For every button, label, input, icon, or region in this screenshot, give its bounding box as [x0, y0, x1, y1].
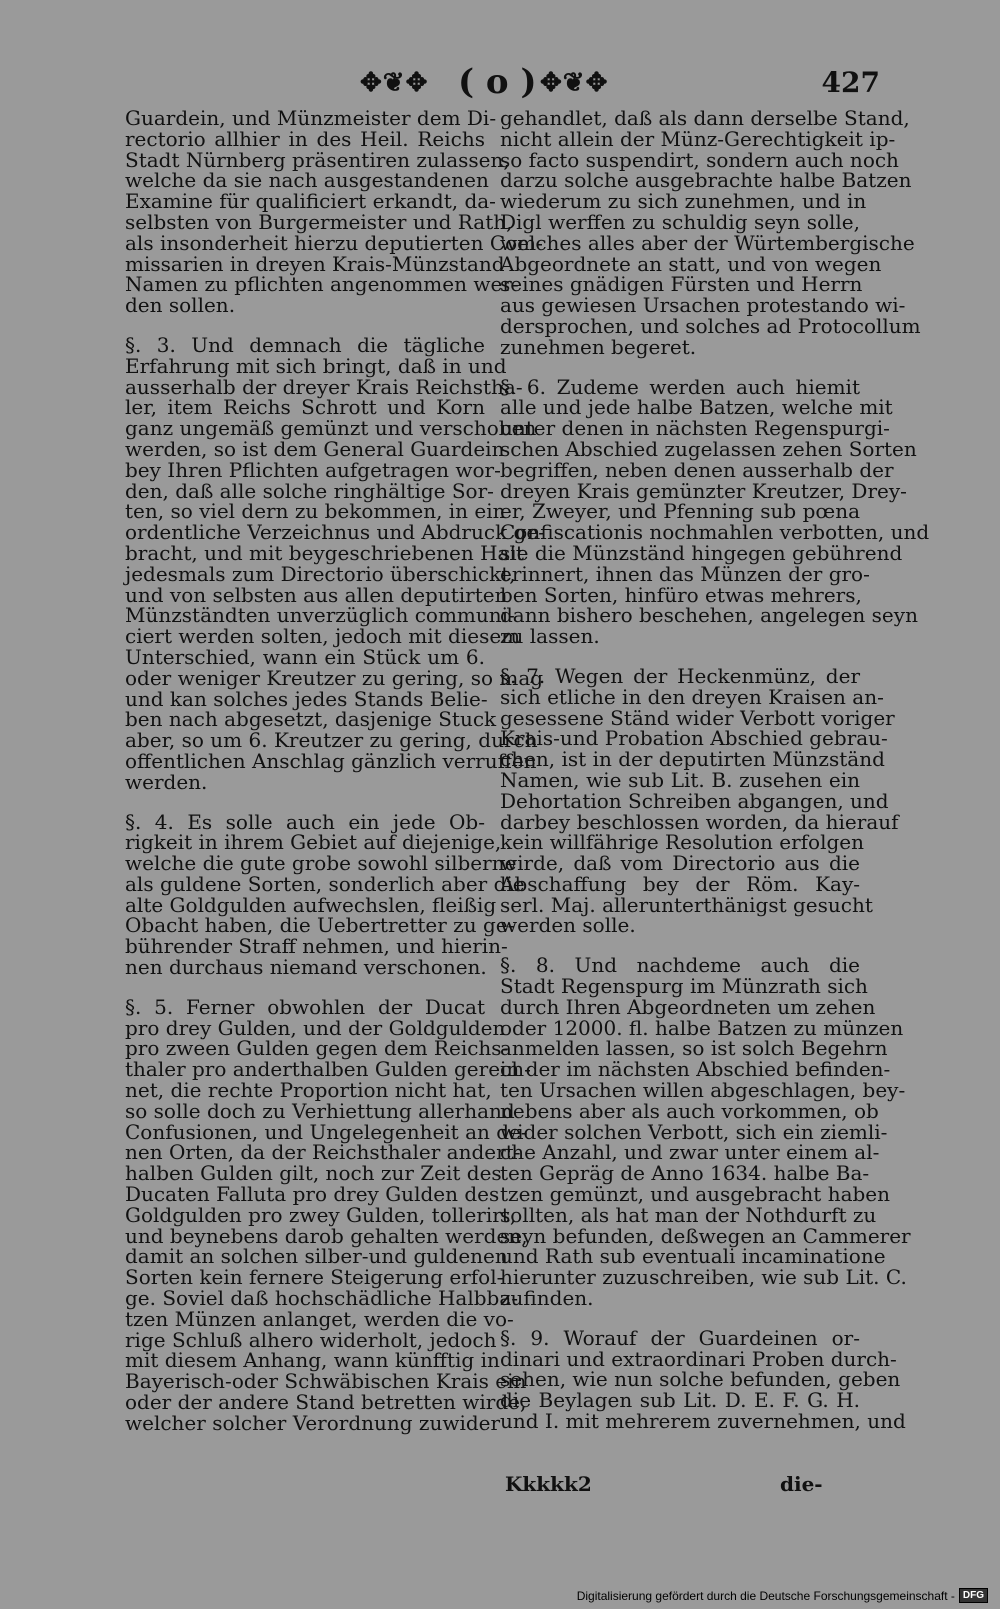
text-line: Münzständten unverzüglich communi- [125, 603, 515, 628]
text-line: schen Abschied zugelassen zehen Sorten [500, 436, 917, 461]
text-line: dinari und extraordinari Proben durch- [500, 1346, 897, 1371]
paragraph [125, 332, 545, 794]
text-line: welche die gute grobe sowohl silberne [125, 851, 517, 876]
text-line: thaler pro anderthalben Gulden gerech- [125, 1057, 531, 1082]
text-line: zu lassen. [500, 624, 600, 649]
text-line: den sollen. [125, 293, 236, 318]
text-line: dann bishero beschehen, angelegen seyn [500, 603, 918, 628]
text-line: und beynebens darob gehalten werden, [125, 1223, 528, 1248]
text-line: damit an solchen silber-und guldenen [125, 1244, 508, 1269]
page-number: 427 [821, 66, 880, 99]
text-line: werden. [125, 769, 208, 794]
signature-mark: Kkkkk2 [505, 1472, 592, 1496]
text-line: unter denen in nächsten Regenspurgi- [500, 416, 890, 441]
text-line: wirde, daß vom Directorio aus die [500, 851, 860, 876]
text-line: so facto suspendirt, sondern auch noch [500, 147, 899, 172]
text-line: gesessene Ständ wider Verbott voriger [500, 705, 895, 730]
text-line: aus gewiesen Ursachen protestando wi- [500, 293, 906, 318]
text-line: zufinden. [500, 1286, 594, 1311]
paragraph [500, 953, 911, 1311]
paragraph [125, 809, 525, 980]
paragraph [125, 994, 531, 1435]
text-line: anmelden lassen, so ist solch Begehrn [500, 1036, 888, 1061]
paragraph [500, 1325, 906, 1434]
text-line: §. 7. Wegen der Heckenmünz, der [500, 663, 860, 688]
text-line: alte Goldgulden aufwechslen, fleißig [125, 892, 497, 917]
left-column [125, 106, 545, 1435]
header-mark: ( o ) [458, 62, 537, 102]
text-line: jedesmals zum Directorio überschickt, [125, 561, 516, 586]
text-line: zunehmen begeret. [500, 334, 697, 359]
text-line: §. 6. Zudeme werden auch hiemit [500, 374, 860, 399]
text-line: nen Orten, da der Reichsthaler andert- [125, 1140, 521, 1165]
text-line: in der im nächsten Abschied befinden- [500, 1057, 891, 1082]
ornament-left-icon: ✥❦✥ [360, 68, 429, 98]
text-line: selbsten von Burgermeister und Rath, [125, 209, 513, 234]
text-line: ganz ungemäß gemünzt und verschoben [125, 416, 537, 441]
text-line: welches alles aber der Würtembergische [500, 230, 915, 255]
paragraph [500, 663, 899, 938]
text-line: sie die Münzständ hingegen gebührend [500, 540, 903, 565]
ornament-right-icon: ✥❦✥ [540, 68, 609, 98]
text-line: seines gnädigen Fürsten und Herrn [500, 272, 863, 297]
text-line: ler, item Reichs Schrott und Korn [125, 395, 485, 420]
text-line: Digl werffen zu schuldig seyn solle, [500, 209, 860, 234]
digitization-footer [577, 1588, 988, 1603]
text-line: chen, ist in der deputirten Münzständ [500, 747, 885, 772]
text-line: Stadt Nürnberg präsentiren zulassen, [125, 147, 510, 172]
text-line: ben Sorten, hinfüro etwas mehrers, [500, 582, 862, 607]
text-line: nicht allein der Münz-Gerechtigkeit ip- [500, 126, 896, 151]
text-line: Namen, wie sub Lit. B. zusehen ein [500, 767, 860, 792]
text-line: welche da sie nach ausgestandenen [125, 168, 489, 193]
text-line: und kan solches jedes Stands Belie- [125, 686, 488, 711]
text-line: che Anzahl, und zwar unter einem al- [500, 1140, 880, 1165]
paragraph [500, 374, 930, 649]
text-line: bey Ihren Pflichten aufgetragen wor- [125, 457, 501, 482]
text-line: Bayerisch-oder Schwäbischen Krais ein [125, 1369, 527, 1394]
text-line: ge. Soviel daß hochschädliche Halbba- [125, 1286, 519, 1311]
text-line: halben Gulden gilt, noch zur Zeit des [125, 1161, 502, 1186]
text-line: §. 3. Und demnach die tägliche [125, 332, 485, 357]
paragraph [125, 106, 543, 318]
text-line: begriffen, neben denen ausserhalb der [500, 457, 894, 482]
text-line: mit diesem Anhang, wann künfftig in [125, 1348, 500, 1373]
text-line: den, daß alle solche ringhältige Sor- [125, 478, 494, 503]
text-line: seyn befunden, deßwegen an Cammerer [500, 1223, 911, 1248]
paragraph-gap [500, 1309, 860, 1328]
text-line: und I. mit mehrerem zuvernehmen, und [500, 1409, 906, 1434]
text-line: Guardein, und Münzmeister dem Di- [125, 106, 497, 130]
text-line: nebens aber als auch vorkommen, ob [500, 1098, 879, 1123]
text-line: werden, so ist dem General Guardein [125, 436, 505, 461]
text-line: §. 8. Und nachdeme auch die [500, 953, 860, 978]
text-line: rectorio allhier in des Heil. Reichs [125, 126, 485, 151]
text-line: er, Zweyer, und Pfenning sub pœna [500, 499, 860, 524]
right-column [500, 106, 930, 1434]
text-line: Ducaten Falluta pro drey Gulden des [125, 1182, 500, 1207]
text-line: wider solchen Verbott, sich ein ziemli- [500, 1119, 888, 1144]
text-line: §. 9. Worauf der Guardeinen or- [500, 1325, 860, 1350]
text-line: missarien in dreyen Krais-Münzstand [125, 251, 505, 276]
text-line: die Beylagen sub Lit. D. E. F. G. H. [500, 1388, 860, 1413]
text-line: §. 5. Ferner obwohlen der Ducat [125, 994, 485, 1019]
text-line: Dehortation Schreiben abgangen, und [500, 788, 889, 813]
text-line: ben nach abgesetzt, dasjenige Stuck [125, 707, 497, 732]
text-line: offentlichen Anschlag gänzlich verruffen [125, 748, 537, 773]
text-line: welcher solcher Verordnung zuwider [125, 1410, 501, 1435]
text-line: ten Ursachen willen abgeschlagen, bey- [500, 1078, 906, 1103]
text-line: Examine für qualificiert erkandt, da- [125, 189, 496, 214]
text-line: als guldene Sorten, sonderlich aber die [125, 871, 525, 896]
text-line: erinnert, ihnen das Münzen der gro- [500, 561, 870, 586]
text-line: dersprochen, und solches ad Protocollum [500, 313, 921, 338]
text-line: Krais-und Probation Abschied gebrau- [500, 726, 888, 751]
text-line: §. 4. Es solle auch ein jede Ob- [125, 809, 485, 834]
text-line: pro zween Gulden gegen dem Reichs- [125, 1036, 509, 1061]
text-line: aber, so um 6. Kreutzer zu gering, durch [125, 728, 538, 753]
text-line: Confiscationis nochmahlen verbotten, und [500, 520, 930, 545]
footer-text: Digitalisierung gefördert durch die Deutsche Forschungsgemeinschaft - [576, 1588, 955, 1603]
text-line: oder 12000. fl. halbe Batzen zu münzen [500, 1015, 904, 1040]
text-line: Abschaffung bey der Röm. Kay- [500, 871, 860, 896]
text-line: Stadt Regenspurg im Münzrath sich [500, 974, 868, 999]
text-line: Namen zu pflichten angenommen wer- [125, 272, 519, 297]
catchword: die- [780, 1472, 823, 1496]
text-line: werden solle. [500, 913, 636, 938]
text-line: nen durchaus niemand verschonen. [125, 955, 487, 980]
text-line: und von selbsten aus allen deputirten [125, 582, 508, 607]
text-line: pro drey Gulden, und der Goldgulden [125, 1015, 506, 1040]
text-line: bracht, und mit beygeschriebenen Halt [125, 540, 524, 565]
text-line: ciert werden solten, jedoch mit diesem [125, 624, 521, 649]
text-line: tzen Münzen anlanget, werden die vo- [125, 1306, 514, 1331]
text-line: ordentliche Verzeichnus und Abdruck ge- [125, 520, 545, 545]
text-line: rigkeit in ihrem Gebiet auf diejenige, [125, 830, 502, 855]
text-line: so solle doch zu Verhiettung allerhand [125, 1098, 515, 1123]
text-line: ausserhalb der dreyer Krais Reichstha- [125, 374, 523, 399]
paragraph-gap [125, 793, 485, 812]
page-header [110, 60, 880, 104]
text-line: oder weniger Kreutzer zu gering, so mag [125, 665, 544, 690]
text-line: serl. Maj. allerunterthänigst gesucht [500, 892, 873, 917]
text-line: Sorten kein fernere Steigerung erfol- [125, 1265, 504, 1290]
text-line: tzen gemünzt, und ausgebracht haben [500, 1182, 891, 1207]
paragraph-gap [500, 358, 860, 377]
text-line: alle und jede halbe Batzen, welche mit [500, 395, 893, 420]
text-line: sich etliche in den dreyen Kraisen an- [500, 684, 884, 709]
text-line: Erfahrung mit sich bringt, daß in und [125, 353, 507, 378]
text-line: ten Gepräg de Anno 1634. halbe Ba- [500, 1161, 870, 1186]
text-line: oder der andere Stand betretten wirde, [125, 1390, 527, 1415]
text-line: Confusionen, und Ungelegenheit an de- [125, 1119, 528, 1144]
dfg-logo-icon: DFG [959, 1588, 988, 1603]
text-line: gehandlet, daß als dann derselbe Stand, [500, 106, 910, 130]
text-line: Goldgulden pro zwey Gulden, tollerirt, [125, 1202, 517, 1227]
text-line: hierunter zuzuschreiben, wie sub Lit. C. [500, 1265, 907, 1290]
text-line: kein willfährige Resolution erfolgen [500, 830, 865, 855]
text-line: als insonderheit hierzu deputierten Com- [125, 230, 543, 255]
text-line: dreyen Krais gemünzter Kreutzer, Drey- [500, 478, 907, 503]
text-line: bührender Straff nehmen, und hierin- [125, 934, 508, 959]
text-line: durch Ihren Abgeordneten um zehen [500, 994, 876, 1019]
text-line: darbey beschlossen worden, da hierauf [500, 809, 899, 834]
text-line: wiederum zu sich zunehmen, und in [500, 189, 867, 214]
text-line: Abgeordnete an statt, und von wegen [500, 251, 882, 276]
paragraph [500, 106, 921, 359]
text-line: ten, so viel dern zu bekommen, in ein [125, 499, 506, 524]
text-line: darzu solche ausgebrachte halbe Batzen [500, 168, 912, 193]
text-line: Obacht haben, die Uebertretter zu ge- [125, 913, 515, 938]
text-line: net, die rechte Proportion nicht hat, [125, 1078, 492, 1103]
text-line: und Rath sub eventuali incaminatione [500, 1244, 886, 1269]
text-line: sehen, wie nun solche befunden, geben [500, 1367, 901, 1392]
text-line: rige Schluß alhero widerholt, jedoch [125, 1327, 497, 1352]
text-line: sollten, als hat man der Nothdurft zu [500, 1202, 877, 1227]
text-line: Unterschied, wann ein Stück um 6. [125, 644, 485, 669]
